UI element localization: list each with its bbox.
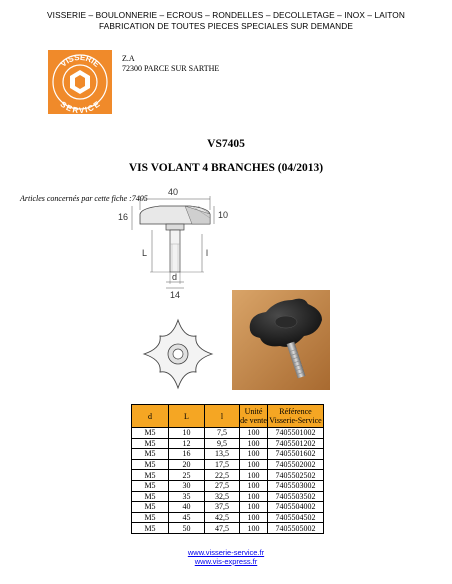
cell-l: 22,5 xyxy=(205,470,240,481)
cell-L: 12 xyxy=(169,438,205,449)
table-header-row xyxy=(132,405,324,428)
header-line-1: VISSERIE – BOULONNERIE – ECROUS – RONDELLES – DECOLLETAGE – INOX – LAITON xyxy=(47,10,405,20)
cell-unite: 100 xyxy=(240,428,268,439)
cell-d: M5 xyxy=(132,438,169,449)
cell-unite: 100 xyxy=(240,491,268,502)
cell-reference: 7405502502 xyxy=(268,470,324,481)
cell-l: 47,5 xyxy=(205,523,240,534)
dim-d-label: d xyxy=(172,272,178,282)
articles-label: Articles concernés par cette fiche :7405 xyxy=(20,194,148,203)
cell-l: 27,5 xyxy=(205,480,240,491)
footer-link-vis-express[interactable]: www.vis-express.fr xyxy=(194,557,258,566)
table-row xyxy=(132,512,324,523)
logo-icon xyxy=(48,50,112,114)
cell-l: 7,5 xyxy=(205,428,240,439)
cell-reference: 7405504002 xyxy=(268,502,324,513)
cell-d: M5 xyxy=(132,449,169,460)
cell-L: 10 xyxy=(169,428,205,439)
table-row xyxy=(132,523,324,534)
cell-unite: 100 xyxy=(240,502,268,513)
table-row xyxy=(132,491,324,502)
address-line-2: 72300 PARCE SUR SARTHE xyxy=(122,64,220,73)
logo-bottom-text: SERVICE xyxy=(58,99,102,114)
cell-L: 25 xyxy=(169,470,205,481)
dim-14-label: 14 xyxy=(170,290,181,300)
top-view-drawing xyxy=(138,314,218,394)
cell-L: 20 xyxy=(169,459,205,470)
cell-unite: 100 xyxy=(240,438,268,449)
dim-16-label: 16 xyxy=(118,212,129,222)
cell-unite: 100 xyxy=(240,512,268,523)
header-line-2: FABRICATION DE TOUTES PIECES SPECIALES SUR DEMANDE xyxy=(99,21,353,31)
col-header-d: d xyxy=(132,405,169,428)
company-logo xyxy=(48,50,112,114)
cell-l: 37,5 xyxy=(205,502,240,513)
cell-d: M5 xyxy=(132,523,169,534)
footer-link-visserie-service[interactable]: www.visserie-service.fr xyxy=(187,548,265,557)
table-row xyxy=(132,480,324,491)
cell-l: 32,5 xyxy=(205,491,240,502)
cell-d: M5 xyxy=(132,491,169,502)
cell-d: M5 xyxy=(132,428,169,439)
cell-reference: 7405502002 xyxy=(268,459,324,470)
cell-L: 35 xyxy=(169,491,205,502)
dim-l-label: l xyxy=(206,248,208,258)
product-title: VIS VOLANT 4 BRANCHES (04/2013) xyxy=(128,162,324,174)
cell-unite: 100 xyxy=(240,449,268,460)
dim-40-label: 40 xyxy=(168,187,179,197)
cell-reference: 7405504502 xyxy=(268,512,324,523)
col-header-unite: Unité de vente xyxy=(240,405,268,428)
cell-L: 40 xyxy=(169,502,205,513)
cell-reference: 7405503502 xyxy=(268,491,324,502)
cell-unite: 100 xyxy=(240,470,268,481)
cell-d: M5 xyxy=(132,512,169,523)
cell-reference: 7405501002 xyxy=(268,428,324,439)
table-row xyxy=(132,459,324,470)
col-header-L: L xyxy=(169,405,205,428)
cell-L: 16 xyxy=(169,449,205,460)
side-view-drawing xyxy=(110,184,240,304)
cell-d: M5 xyxy=(132,470,169,481)
cell-reference: 7405505002 xyxy=(268,523,324,534)
cell-unite: 100 xyxy=(240,523,268,534)
cell-d: M5 xyxy=(132,502,169,513)
table-row xyxy=(132,502,324,513)
cell-l: 13,5 xyxy=(205,449,240,460)
logo-top-text: VISSERIE xyxy=(58,52,102,69)
col-header-l: l xyxy=(205,405,240,428)
dim-10-label: 10 xyxy=(218,210,229,220)
cell-l: 9,5 xyxy=(205,438,240,449)
col-header-reference: Référence Visserie-Service xyxy=(268,405,324,428)
address-line-1: Z.A xyxy=(122,54,135,63)
specification-table xyxy=(131,404,324,534)
table-row xyxy=(132,449,324,460)
cell-L: 30 xyxy=(169,480,205,491)
cell-l: 42,5 xyxy=(205,512,240,523)
cell-reference: 7405501202 xyxy=(268,438,324,449)
dim-L-label: L xyxy=(142,248,148,258)
product-code: VS7405 xyxy=(207,138,245,150)
cell-L: 45 xyxy=(169,512,205,523)
table-row xyxy=(132,470,324,481)
product-photo xyxy=(232,290,330,390)
cell-reference: 7405501602 xyxy=(268,449,324,460)
cell-unite: 100 xyxy=(240,480,268,491)
cell-l: 17,5 xyxy=(205,459,240,470)
table-row xyxy=(132,438,324,449)
cell-d: M5 xyxy=(132,480,169,491)
cell-unite: 100 xyxy=(240,459,268,470)
cell-L: 50 xyxy=(169,523,205,534)
cell-reference: 7405503002 xyxy=(268,480,324,491)
cell-d: M5 xyxy=(132,459,169,470)
table-row xyxy=(132,428,324,439)
